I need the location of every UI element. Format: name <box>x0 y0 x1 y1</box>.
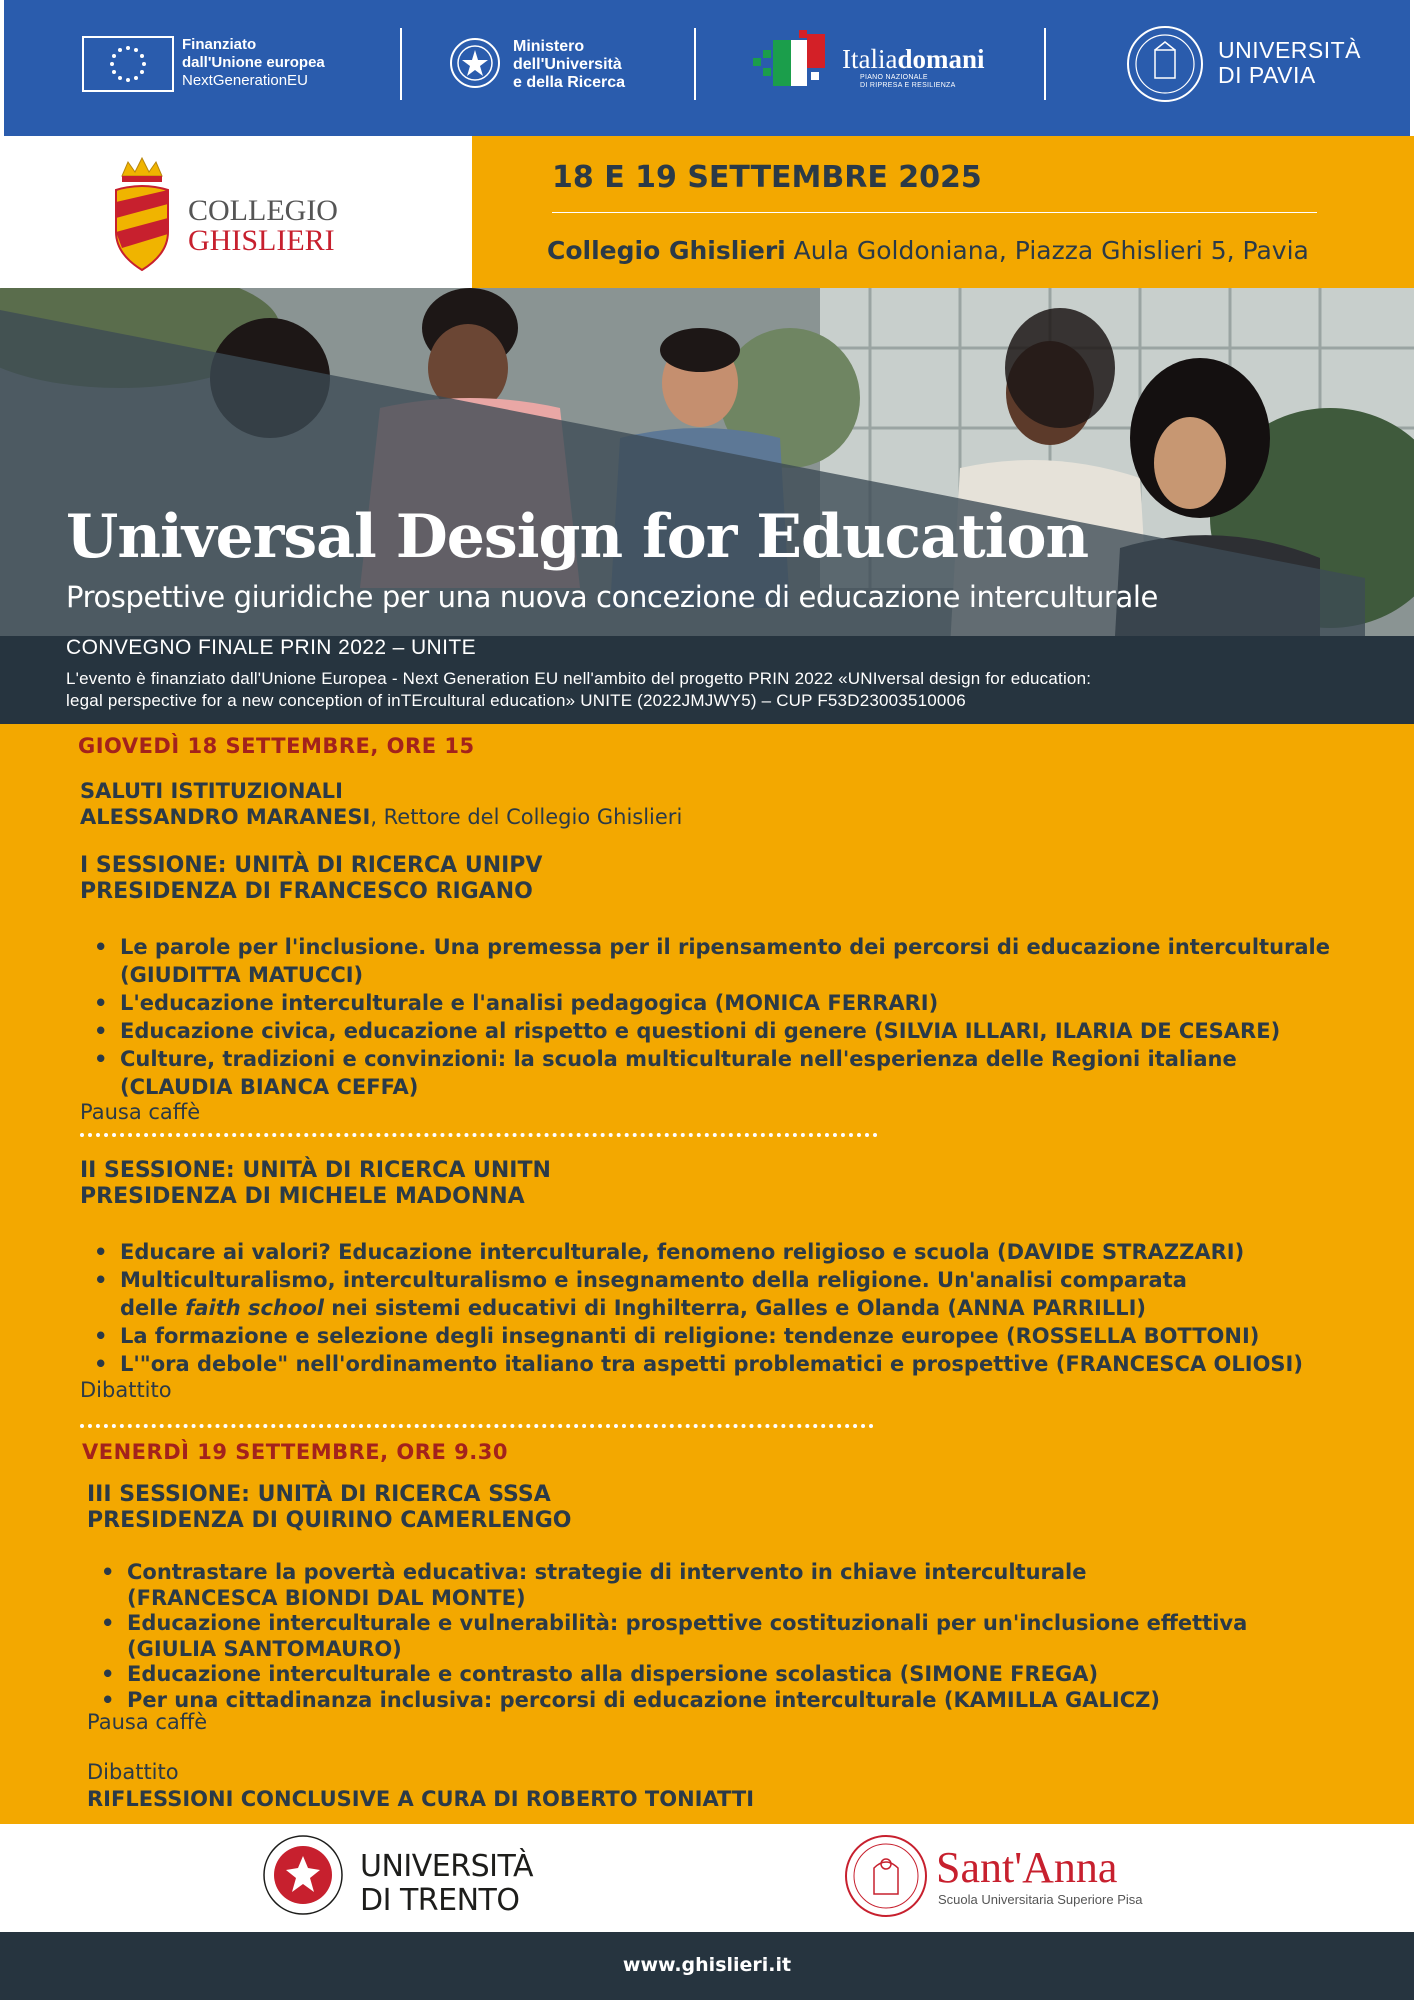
divider <box>552 212 1317 213</box>
session-heading: I SESSIONE: UNITÀ DI RICERCA UNIPV PRESIDENZA DI FRANCESCO RIGANO <box>80 853 543 904</box>
talk-list <box>80 933 1330 1101</box>
event-title: Universal Design for Education <box>66 502 1089 572</box>
talk-list <box>80 1238 1303 1378</box>
list-item: • Multiculturalismo, interculturalismo e insegnamento della religione. Un'analisi comparata delle faith school nei sistemi educativi di Inghilterra, Galles e Olanda (ANNA PARRILLI) <box>80 1266 1303 1322</box>
list-item: • Educazione interculturale e vulnerabilità: prospettive costituzionali per un'inclusione effettiva (GIULIA SANTOMAURO) <box>87 1611 1247 1662</box>
ministero-label: Ministero dell'Università e della Ricerca <box>513 38 626 91</box>
divider <box>694 28 696 100</box>
italia-domani-name: Italiadomani <box>842 44 985 74</box>
sponsor-bar <box>4 0 1410 136</box>
event-kind: CONVEGNO FINALE PRIN 2022 – UNITE <box>66 636 476 659</box>
list-item: • Educazione interculturale e contrasto alla dispersione scolastica (SIMONE FREGA) <box>87 1662 1247 1688</box>
list-item: • Per una cittadinanza inclusiva: percorsi di educazione interculturale (KAMILLA GALICZ) <box>87 1688 1247 1714</box>
day-heading: GIOVEDÌ 18 SETTEMBRE, ORE 15 <box>78 734 475 758</box>
list-item: • Educazione civica, educazione al rispetto e questioni di genere (SILVIA ILLARI, ILARIA DE CESARE) <box>80 1017 1330 1045</box>
event-venue: Collegio Ghislieri Aula Goldoniana, Piazza Ghislieri 5, Pavia <box>547 236 1309 265</box>
funding-note: L'evento è finanziato dall'Unione Europea - Next Generation EU nell'ambito del progetto PRIN 2022 «UNIversal design for education: legal perspective for a new conception of inTErcultural education» UNITE (2022JMJWY5) – CUP F53D23003510006 <box>66 669 1092 710</box>
closing-remarks: RIFLESSIONI CONCLUSIVE A CURA DI ROBERTO TONIATTI <box>87 1787 755 1811</box>
republic-seal-icon <box>448 36 502 90</box>
divider <box>400 28 402 100</box>
dotted-divider <box>80 1133 878 1137</box>
dotted-divider <box>80 1424 874 1428</box>
partner-logos <box>0 1824 1414 1932</box>
break-note: Pausa caffè <box>87 1710 208 1734</box>
list-item: • L'educazione interculturale e l'analisi pedagogica (MONICA FERRARI) <box>80 989 1330 1017</box>
list-item: • La formazione e selezione degli insegnanti di religione: tendenze europee (ROSSELLA BOTTONI) <box>80 1322 1303 1350</box>
list-item: • Culture, tradizioni e convinzioni: la scuola multiculturale nell'esperienza delle Regioni italiane (CLAUDIA BIANCA CEFFA) <box>80 1045 1330 1101</box>
santanna-subtitle: Scuola Universitaria Superiore Pisa <box>938 1892 1143 1907</box>
pavia-name: UNIVERSITÀ DI PAVIA <box>1218 37 1362 88</box>
santanna-name: Sant'Anna <box>936 1843 1118 1892</box>
italia-domani-logo <box>749 28 839 96</box>
list-item: • Educare ai valori? Educazione interculturale, fenomeno religioso e scuola (DAVIDE STRAZZARI) <box>80 1238 1303 1266</box>
debate-note: Dibattito <box>87 1760 179 1784</box>
divider <box>1044 28 1046 100</box>
break-note: Pausa caffè <box>80 1100 201 1124</box>
italia-domani-subtitle: PIANO NAZIONALE DI RIPRESA E RESILIENZA <box>860 74 956 89</box>
welcome-block: SALUTI ISTITUZIONALI ALESSANDRO MARANESI, Rettore del Collegio Ghislieri <box>80 779 683 829</box>
santanna-seal-icon <box>844 1834 928 1918</box>
eu-funding-label: Finanziato dall'Unione europea NextGenerationEU <box>182 36 325 89</box>
list-item: • L'"ora debole" nell'ordinamento italiano tra aspetti problematici e prospettive (FRANCESCA OLIOSI) <box>80 1350 1303 1378</box>
ghislieri-crest-icon <box>108 154 176 274</box>
event-subtitle: Prospettive giuridiche per una nuova concezione di educazione interculturale <box>66 580 1158 614</box>
website-link[interactable]: www.ghislieri.it <box>622 1954 792 1976</box>
ghislieri-logo-text: COLLEGIO GHISLIERI <box>188 194 338 257</box>
list-item: • Le parole per l'inclusione. Una premessa per il ripensamento dei percorsi di educazione interculturale (GIUDITTA MATUCCI) <box>80 933 1330 989</box>
pavia-seal-icon <box>1120 24 1210 104</box>
eu-flag-icon <box>82 36 174 92</box>
list-item: • Contrastare la povertà educativa: strategie di intervento in chiave interculturale (FRANCESCA BIONDI DAL MONTE) <box>87 1560 1247 1611</box>
event-date: 18 E 19 SETTEMBRE 2025 <box>552 160 982 195</box>
session-heading: III SESSIONE: UNITÀ DI RICERCA SSSA PRESIDENZA DI QUIRINO CAMERLENGO <box>87 1482 572 1533</box>
trento-name: UNIVERSITÀ DI TRENTO <box>360 1849 533 1918</box>
talk-list <box>87 1560 1247 1713</box>
session-heading: II SESSIONE: UNITÀ DI RICERCA UNITN PRESIDENZA DI MICHELE MADONNA <box>80 1158 551 1209</box>
day-heading: VENERDÌ 19 SETTEMBRE, ORE 9.30 <box>82 1440 508 1464</box>
trento-seal-icon <box>262 1834 344 1916</box>
debate-note: Dibattito <box>80 1378 172 1402</box>
